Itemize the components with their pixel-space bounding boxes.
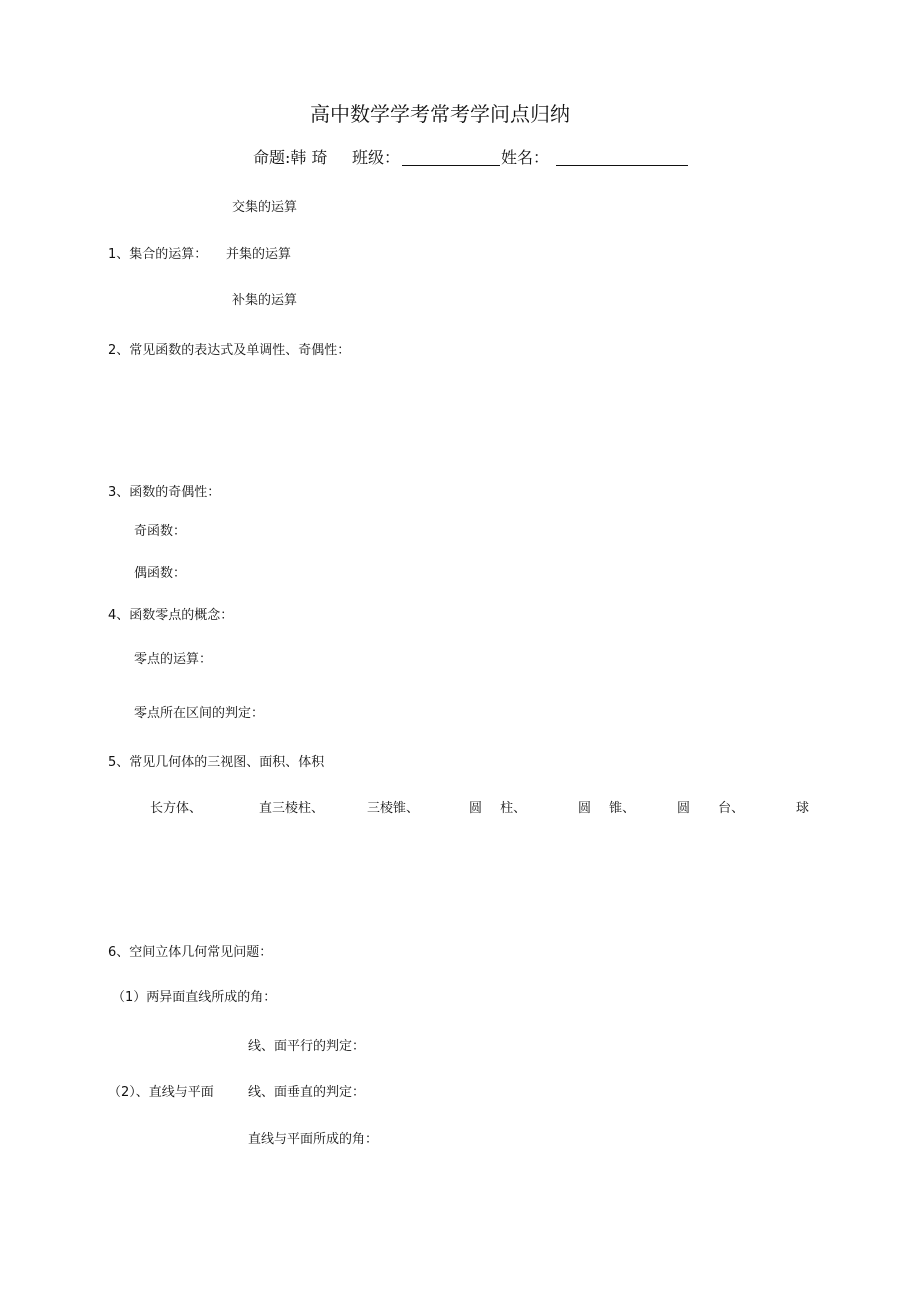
author-label: 命题:韩 琦: [253, 148, 328, 167]
section-2-heading: 2、常见函数的表达式及单调性、奇偶性：: [108, 343, 351, 358]
solid-cylinder: 圆 柱、: [469, 801, 527, 816]
zero-calc-label: 零点的运算：: [134, 652, 213, 667]
perpendicular-judgement-label: 线、面垂直的判定：: [248, 1085, 366, 1100]
class-label: 班级：: [352, 148, 401, 167]
solid-frustum: 圆 台、: [677, 801, 745, 816]
section-1-heading: 1、集合的运算：: [108, 247, 208, 262]
odd-function-label: 奇函数：: [134, 524, 187, 539]
skew-lines-angle-label: （1）两异面直线所成的角：: [112, 990, 277, 1005]
zero-interval-label: 零点所在区间的判定：: [134, 706, 265, 721]
section-3-heading: 3、函数的奇偶性：: [108, 485, 221, 500]
page-title: 高中数学学考常考学问点归纳: [310, 102, 570, 126]
parallel-judgement-label: 线、面平行的判定：: [248, 1039, 366, 1054]
name-label: 姓名：: [501, 148, 550, 167]
class-input-line[interactable]: [402, 165, 500, 166]
name-input-line[interactable]: [556, 165, 688, 166]
intersection-label: 交集的运算: [232, 200, 298, 215]
solid-cuboid: 长方体、: [150, 801, 203, 816]
solid-right-prism: 直三棱柱、: [259, 801, 325, 816]
line-plane-angle-label: 直线与平面所成的角：: [248, 1132, 379, 1147]
even-function-label: 偶函数：: [134, 566, 187, 581]
section-4-heading: 4、函数零点的概念：: [108, 608, 234, 623]
section-5-heading: 5、常见几何体的三视图、面积、体积: [108, 755, 325, 770]
solid-sphere: 球: [796, 801, 810, 816]
solid-cone: 圆 锥、: [578, 801, 636, 816]
complement-label: 补集的运算: [232, 293, 298, 308]
solid-triangular-pyramid: 三棱锥、: [367, 801, 420, 816]
line-plane-label: （2）、直线与平面: [108, 1085, 214, 1100]
union-label: 并集的运算: [226, 247, 292, 262]
section-6-heading: 6、空间立体几何常见问题：: [108, 945, 273, 960]
